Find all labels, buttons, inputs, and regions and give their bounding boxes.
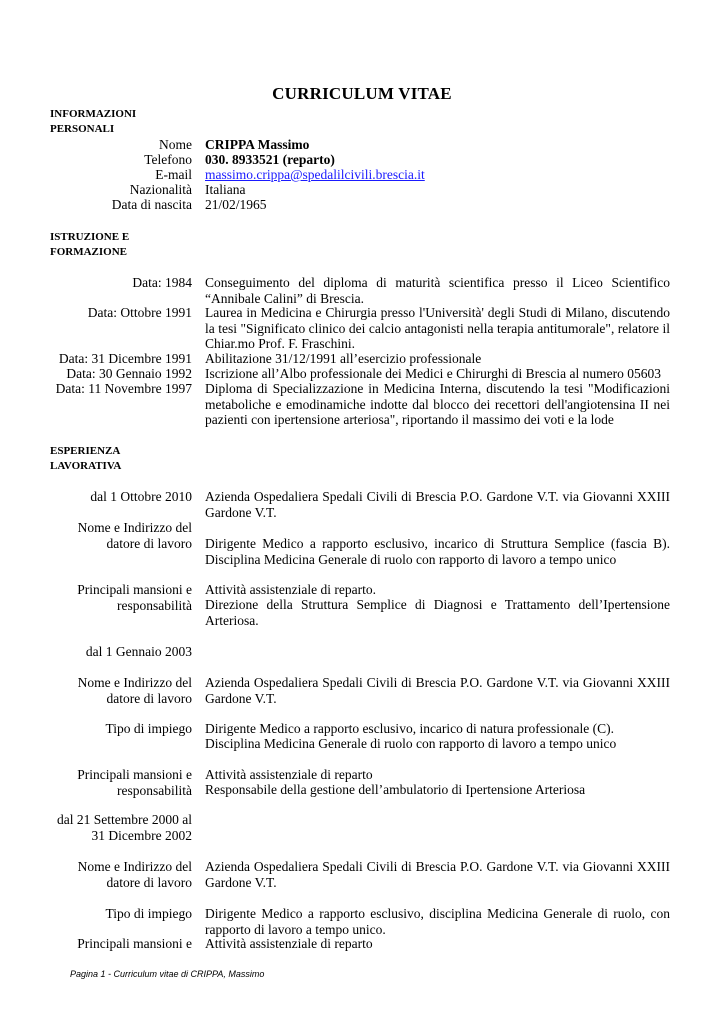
section-heading-line: ISTRUZIONE E: [50, 231, 130, 243]
job-employer: Azienda Ospedaliera Spedali Civili di Brescia P.O. Gardone V.T. via Giovanni XXIII Gardone V.T.: [205, 675, 670, 706]
job-duties: Responsabile della gestione dell’ambulatorio di Ipertensione Arteriosa: [205, 782, 586, 797]
email-link[interactable]: massimo.crippa@spedalilcivili.brescia.it: [205, 167, 425, 182]
job-type: Dirigente Medico a rapporto esclusivo, incarico di natura professionale (C).: [205, 721, 614, 736]
job-type: Dirigente Medico a rapporto esclusivo, incarico di Struttura Semplice (fascia B). Disciplina Medicina Generale di ruolo con rapporto di lavoro a tempo unico: [205, 536, 670, 567]
value-nome: CRIPPA Massimo: [205, 137, 310, 152]
label-nascita: Data di nascita: [111, 197, 192, 212]
value-telefono: 030. 8933521 (reparto): [205, 152, 335, 167]
education-date: Data: Ottobre 1991: [87, 305, 192, 320]
education-text: Abilitazione 31/12/1991 all’esercizio professionale: [205, 351, 482, 366]
section-heading-line: FORMAZIONE: [50, 246, 127, 258]
job-period: dal 1 Gennaio 2003: [85, 644, 192, 659]
email-row: [205, 167, 670, 183]
type-label: Tipo di impiego: [105, 906, 192, 921]
section-heading-line: INFORMAZIONI: [50, 108, 137, 120]
duties-label: Principali mansioni e responsabilità: [77, 582, 192, 613]
education-text: Iscrizione all’Albo professionale dei Medici e Chirurghi di Brescia al numero 05603: [205, 366, 662, 381]
employer-label: Nome e Indirizzo del datore di lavoro: [77, 675, 192, 706]
duties-label: Principali mansioni e: [77, 936, 192, 951]
section-heading-personal: [50, 107, 200, 137]
job-type: Disciplina Medicina Generale di ruolo con rapporto di lavoro a tempo unico: [205, 736, 617, 751]
label-telefono: Telefono: [144, 152, 192, 167]
job-type: Dirigente Medico a rapporto esclusivo, disciplina Medicina Generale di ruolo, con rapporto di lavoro a tempo unico.: [205, 906, 670, 937]
section-heading-line: PERSONALI: [50, 123, 115, 135]
job-duties: Direzione della Struttura Semplice di Diagnosi e Trattamento dell’Ipertensione Arteriosa.: [205, 597, 670, 628]
duties-label: Principali mansioni e responsabilità: [77, 767, 192, 798]
job-duties: Attività assistenziale di reparto: [205, 936, 373, 951]
section-heading-line: ESPERIENZA: [50, 445, 121, 457]
job-period: dal 1 Ottobre 2010: [90, 489, 192, 504]
employer-label: Nome e Indirizzo del datore di lavoro: [77, 520, 192, 551]
education-text: Conseguimento del diploma di maturità scientifica presso il Liceo Scientifico “Annibale Calini” di Brescia.: [205, 275, 670, 306]
job-employer: Azienda Ospedaliera Spedali Civili di Brescia P.O. Gardone V.T. via Giovanni XXIII Gardone V.T.: [205, 489, 670, 520]
type-label: Tipo di impiego: [105, 721, 192, 736]
label-nome: Nome: [159, 137, 192, 152]
page-footer: Pagina 1 - Curriculum vitae di CRIPPA, Massimo: [70, 969, 265, 979]
job-duties: Attività assistenziale di reparto: [205, 767, 373, 782]
value-nazionalita: Italiana: [205, 182, 246, 197]
education-text: Diploma di Specializzazione in Medicina Interna, discutendo la tesi "Modificazioni metaboliche e emodinamiche indotte dal blocco dei recettori dell'angiotensina II nei pazienti con ipertensione arteriosa", riportando il massimo dei voti e la lode: [205, 381, 670, 427]
job-duties: Attività assistenziale di reparto.: [205, 582, 376, 597]
education-date: Data: 30 Gennaio 1992: [66, 366, 192, 381]
section-heading-education: [50, 230, 200, 260]
education-text: Laurea in Medicina e Chirurgia presso l'Università' degli Studi di Milano, discutendo la tesi "Significato clinico dei calcio antagonisti nella terapia antitumorale", relatore il Chiar.mo Prof. F. Fraschini.: [205, 305, 670, 351]
section-heading-experience: [50, 444, 200, 474]
education-date: Data: 11 Novembre 1997: [55, 381, 192, 396]
education-date: Data: 31 Dicembre 1991: [58, 351, 192, 366]
value-nascita: 21/02/1965: [205, 197, 267, 212]
label-email: E-mail: [155, 167, 192, 182]
section-heading-line: LAVORATIVA: [50, 460, 122, 472]
job-period: dal 21 Settembre 2000 al 31 Dicembre 2002: [57, 812, 192, 843]
employer-label: Nome e Indirizzo del datore di lavoro: [77, 859, 192, 890]
job-employer: Azienda Ospedaliera Spedali Civili di Brescia P.O. Gardone V.T. via Giovanni XXIII Gardone V.T.: [205, 859, 670, 890]
education-date: Data: 1984: [132, 275, 192, 290]
page-title: CURRICULUM VITAE: [272, 84, 452, 103]
label-nazionalita: Nazionalità: [129, 182, 192, 197]
